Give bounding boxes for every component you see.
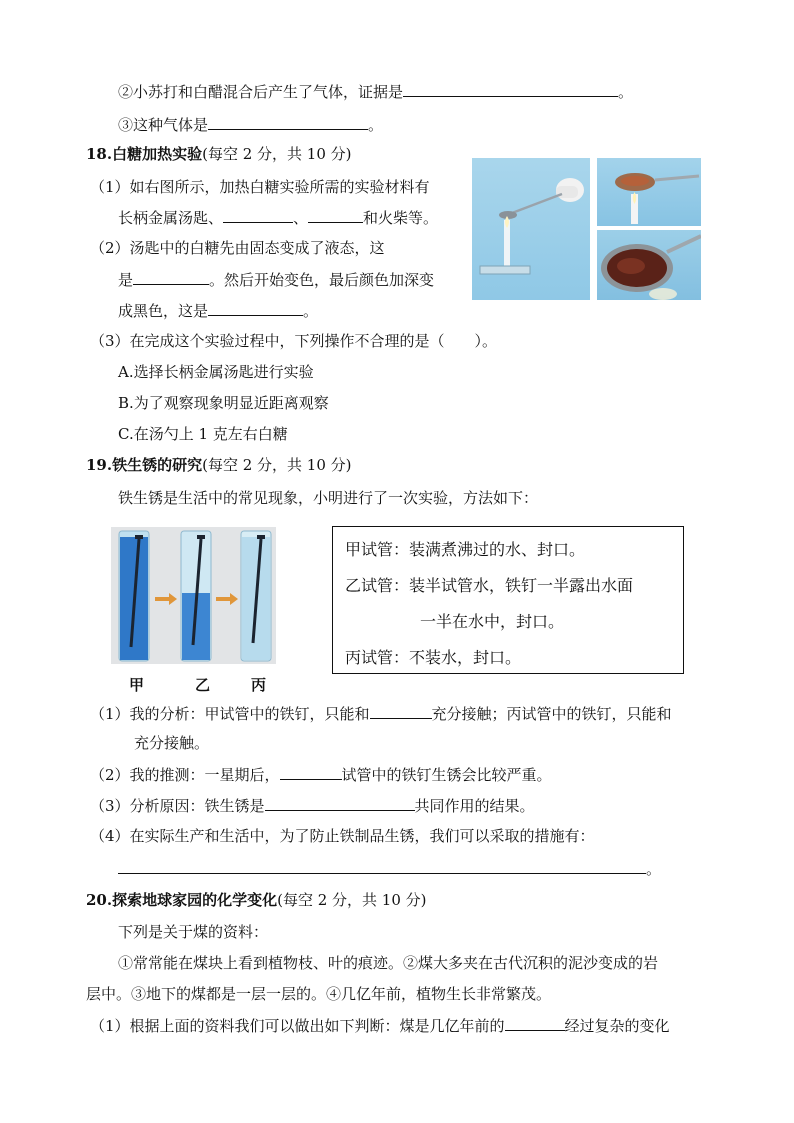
q19-p1-line2: 充分接触。 xyxy=(134,734,210,752)
q18-option-c[interactable]: C.在汤勺上 1 克左右白糖 xyxy=(118,425,288,443)
three-test-tubes-illustration xyxy=(111,527,276,664)
answer-blank[interactable] xyxy=(370,703,432,719)
method-line-bing: 丙试管：不装水，封口。 xyxy=(345,648,522,667)
test-tubes-photo xyxy=(111,527,276,664)
spoon-brown-sugar-illustration xyxy=(597,158,701,226)
q18-p2-line3: 成黑色，这是 。 xyxy=(118,302,319,320)
answer-blank[interactable] xyxy=(118,858,646,874)
answer-blank[interactable] xyxy=(280,764,342,780)
answer-blank[interactable] xyxy=(308,207,363,223)
q20-heading xyxy=(86,890,427,910)
tube-label-yi: 乙 xyxy=(195,676,211,694)
score-note: (每空 2 分，共 10 分) xyxy=(202,145,352,163)
q20-material-line2: 层中。③地下的煤都是一层一层的。④几亿年前，植物生长非常繁茂。 xyxy=(86,985,552,1003)
q18-heading xyxy=(86,144,352,164)
q18-option-a[interactable]: A.选择长柄金属汤匙进行实验 xyxy=(118,363,314,381)
score-note: (每空 2 分，共 10 分) xyxy=(277,891,427,909)
question-title: 20.探索地球家园的化学变化 xyxy=(86,891,278,909)
q19-p2: （2）我的推测：一星期后， 试管中的铁钉生锈会比较严重。 xyxy=(90,766,552,784)
q19-p1-line1: （1）我的分析：甲试管中的铁钉，只能和 充分接触；丙试管中的铁钉，只能和 xyxy=(90,705,672,723)
q20-intro: 下列是关于煤的资料： xyxy=(118,923,269,941)
q18-p1-line1: （1）如右图所示，加热白糖实验所需的实验材料有 xyxy=(90,178,430,196)
q19-intro: 铁生锈是生活中的常见现象，小明进行了一次实验，方法如下： xyxy=(118,489,539,507)
q18-p2-line2: 是 。然后开始变色，最后颜色加深变 xyxy=(118,271,435,289)
answer-blank[interactable] xyxy=(403,81,618,97)
q20-p1: （1）根据上面的资料我们可以做出如下判断：煤是几亿年前的 经过复杂的变化 xyxy=(90,1017,670,1035)
question-title: 18.白糖加热实验 xyxy=(86,145,203,163)
sugar-heating-photo-bottom xyxy=(597,230,701,300)
answer-blank[interactable] xyxy=(208,114,368,130)
q19-heading xyxy=(86,455,352,475)
method-line-yi-cont: 一半在水中，封口。 xyxy=(420,612,565,631)
q18-p2-line1: （2）汤匙中的白糖先由固态变成了液态，这 xyxy=(90,239,385,257)
answer-blank[interactable] xyxy=(208,300,303,316)
tube-label-jia: 甲 xyxy=(129,676,145,694)
score-note: (每空 2 分，共 10 分) xyxy=(202,456,352,474)
q18-p1-line2: 长柄金属汤匙、 、 和火柴等。 xyxy=(118,209,439,227)
q17-line-3: ③这种气体是 。 xyxy=(118,116,384,134)
sugar-heating-photo-top xyxy=(597,158,701,226)
q19-p4: （4）在实际生产和生活中，为了防止铁制品生锈，我们可以采取的措施有： xyxy=(90,827,595,845)
method-line-yi: 乙试管：装半试管水，铁钉一半露出水面 xyxy=(345,576,634,595)
spoon-dark-sugar-illustration xyxy=(597,230,701,300)
q18-option-b[interactable]: B.为了观察现象明显近距离观察 xyxy=(118,394,329,412)
q19-p3: （3）分析原因：铁生锈是 共同作用的结果。 xyxy=(90,797,535,815)
answer-blank[interactable] xyxy=(223,207,293,223)
q20-material-line1: ①常常能在煤块上看到植物枝、叶的痕迹。②煤大多夹在古代沉积的泥沙变成的岩 xyxy=(118,954,659,972)
answer-blank[interactable] xyxy=(505,1015,565,1031)
q17-line-2: ②小苏打和白醋混合后产生了气体，证据是 。 xyxy=(118,83,634,101)
q19-p4-answer-line: 。 xyxy=(118,858,661,879)
q18-p3: （3）在完成这个实验过程中，下列操作不合理的是（ ）。 xyxy=(90,332,498,350)
spoon-over-flame-illustration xyxy=(472,158,590,300)
question-title: 19.铁生锈的研究 xyxy=(86,456,203,474)
answer-blank[interactable] xyxy=(133,269,209,285)
answer-blank[interactable] xyxy=(265,795,415,811)
tube-label-bing: 丙 xyxy=(251,676,267,694)
sugar-heating-photo-main xyxy=(472,158,590,300)
method-line-jia: 甲试管：装满煮沸过的水、封口。 xyxy=(345,540,586,559)
